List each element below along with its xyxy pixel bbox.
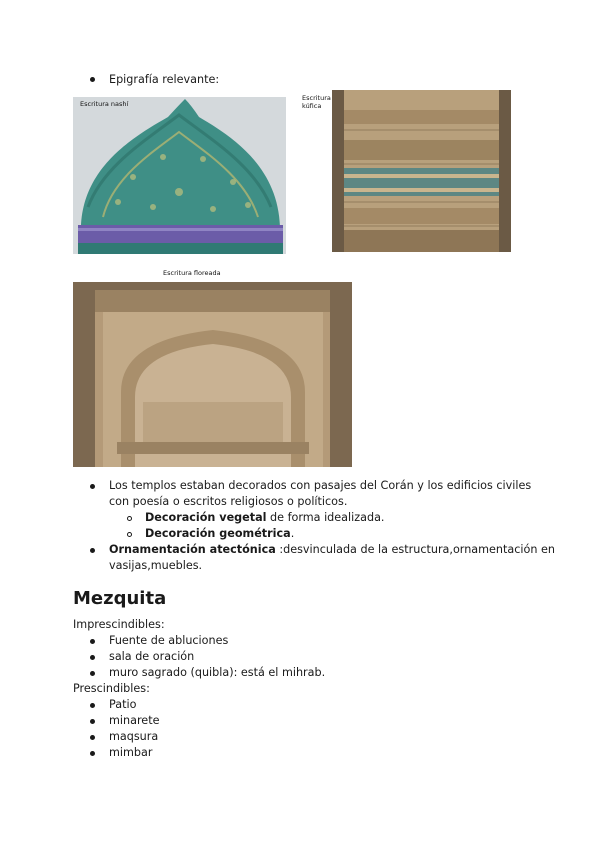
sub-bullet-circle [127, 532, 132, 537]
imprescindibles-label: Imprescindibles: [73, 618, 165, 631]
ornamentacion-line2: vasijas,muebles. [109, 559, 203, 572]
bullet-dot [90, 751, 95, 756]
ornamentacion-bold: Ornamentación atectónica [109, 543, 276, 556]
list-item: Fuente de abluciones [109, 634, 229, 647]
ornamentacion-rest: :desvinculada de la estructura,ornamentación en [275, 543, 555, 556]
geometrica-bold: Decoración geométrica [145, 527, 291, 540]
sub-bullet-vegetal [145, 510, 384, 526]
prescindibles-label: Prescindibles: [73, 682, 150, 695]
minaret-image [332, 90, 511, 252]
list-item: minarete [109, 714, 160, 727]
bullet-dot [90, 735, 95, 740]
minaret-illustration [332, 90, 511, 252]
list-item: maqsura [109, 730, 159, 743]
list-item: sala de oración [109, 650, 195, 663]
vegetal-rest: de forma idealizada. [266, 511, 385, 524]
mihrab-illustration [73, 282, 352, 467]
epigrafia-label: Epigrafía relevante: [109, 73, 220, 86]
bullet-dot [90, 703, 95, 708]
list-item: Patio [109, 698, 137, 711]
temples-line2: con poesía o escritos religiosos o políticos. [109, 495, 348, 508]
section-heading: Mezquita [73, 588, 167, 609]
sub-bullet-circle [127, 516, 132, 521]
mihrab-image [73, 282, 352, 467]
minaret-caption-line2: kúfica [302, 102, 322, 110]
dome-image [73, 97, 286, 254]
ornamentacion-line1 [109, 542, 555, 558]
bullet-dot [90, 484, 95, 489]
bullet-dot [90, 719, 95, 724]
mihrab-caption: Escritura floreada [163, 269, 221, 277]
bullet-dot [90, 671, 95, 676]
vegetal-bold: Decoración vegetal [145, 511, 267, 524]
temples-line1: Los templos estaban decorados con pasajes del Corán y los edificios civiles [109, 479, 532, 492]
bullet-dot [90, 548, 95, 553]
sub-bullet-geometrica [145, 526, 294, 542]
geometrica-rest: . [290, 527, 295, 540]
bullet-dot [90, 655, 95, 660]
bullet-dot [90, 639, 95, 644]
dome-caption: Escritura nashí [80, 100, 129, 108]
dome-illustration [73, 97, 286, 254]
bullet-dot [90, 77, 95, 82]
list-item: mimbar [109, 746, 153, 759]
minaret-caption-line1: Escritura [302, 94, 331, 102]
list-item: muro sagrado (quibla): está el mihrab. [109, 666, 326, 679]
